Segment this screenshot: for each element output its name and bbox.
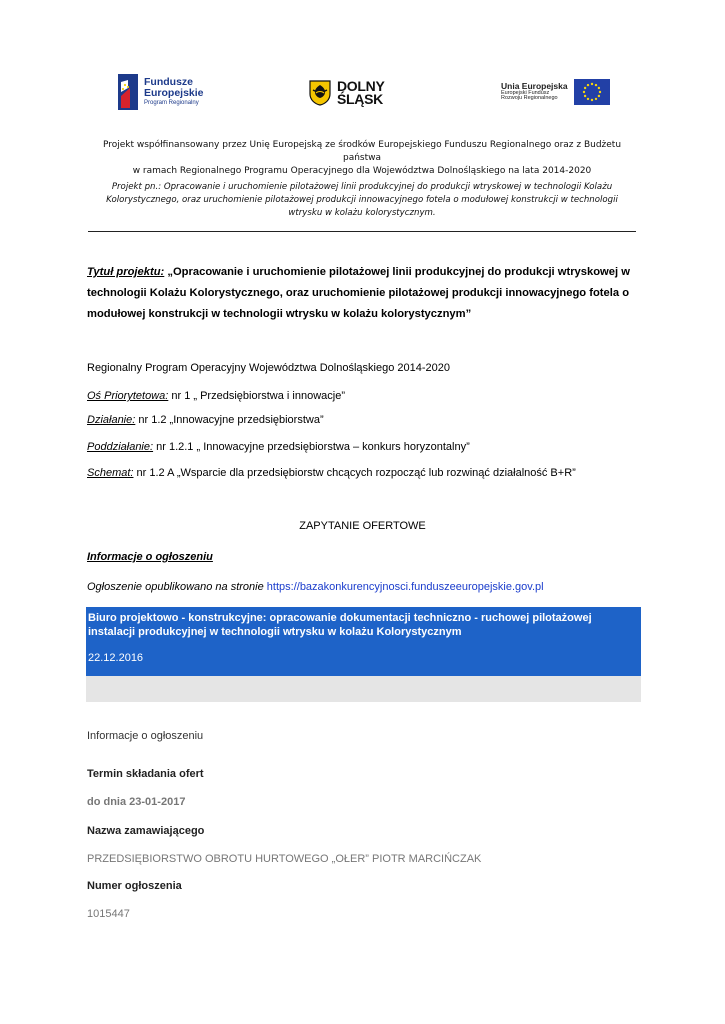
project-title	[87, 262, 637, 325]
eu-flag-icon	[574, 79, 610, 105]
deadline-heading: Termin składania ofert	[87, 768, 204, 780]
funding-line-2: w ramach Regionalnego Programu Operacyjnego dla Województwa Dolnośląskiego na lata 2014-2020	[132, 166, 592, 176]
dolny-slask-shield-icon	[309, 80, 331, 106]
published-label: Ogłoszenie opublikowano na stronie	[87, 581, 264, 593]
schemat-line	[87, 466, 576, 480]
fundusze-europejskie-emblem-icon	[118, 74, 138, 110]
dzialanie-value: nr 1.2 „Innowacyjne przedsiębiorstwa”	[135, 414, 324, 426]
funding-line-1: Projekt współfinansowany przez Unię Europejską ze środków Europejskiego Funduszu Regionalnego oraz z Budżetu państwa	[102, 140, 622, 163]
fundusze-europejskie-logo	[118, 74, 204, 110]
orderer-value: PRZEDSIĘBIORSTWO OBROTU HURTOWEGO „OŁER” PIOTR MARCIŃCZAK	[87, 853, 482, 865]
number-heading: Numer ogłoszenia	[87, 880, 182, 892]
project-header-line-2: Kolorystycznego, oraz uruchomienie pilotażowej produkcji innowacyjnego fotela o modułowej konstrukcji w technologii	[106, 195, 618, 205]
program-name: Regionalny Program Operacyjny Województwa Dolnośląskiego 2014-2020	[87, 362, 450, 374]
published-link[interactable]: https://bazakonkurencyjnosci.funduszeeuropejskie.gov.pl	[266, 581, 544, 593]
unia-europejska-logo	[501, 79, 610, 105]
details-info-label: Informacje o ogłoszeniu	[87, 730, 204, 742]
dzialanie-line	[87, 413, 324, 427]
dolny-slask-line2: ŚLĄSK	[337, 91, 383, 108]
os-priorytetowa-value: nr 1 „ Przedsiębiorstwa i innowacje”	[168, 390, 345, 402]
schemat-value: nr 1.2 A „Wsparcie dla przedsiębiorstw chcących rozpocząć lub rozwinąć działalność B+R”	[133, 467, 576, 479]
notice-date: 22.12.2016	[88, 652, 144, 664]
project-header-line-1: Projekt pn.: Opracowanie i uruchomienie pilotażowej linii produkcyjnej do produkcji wtryskowej w technologii Kolażu	[111, 182, 613, 192]
notice-grey-band	[86, 676, 641, 702]
project-title-label: Tytuł projektu:	[87, 266, 165, 278]
unia-logo-line2: Europejski Fundusz	[501, 89, 550, 96]
dzialanie-label: Działanie:	[87, 414, 136, 426]
dolny-slask-line1: DOLNY	[337, 78, 385, 94]
fundusze-logo-line2: Europejskie	[144, 87, 204, 100]
orderer-heading: Nazwa zamawiającego	[87, 825, 205, 837]
published-line	[87, 581, 544, 593]
fundusze-logo-line3: Program Regionalny	[144, 100, 199, 107]
poddzialanie-line	[87, 440, 470, 454]
info-heading: Informacje o ogłoszeniu	[87, 551, 213, 563]
project-name-header	[88, 181, 636, 220]
number-value: 1015447	[87, 908, 130, 920]
poddzialanie-value: nr 1.2.1 „ Innowacyjne przedsiębiorstwa – konkurs horyzontalny”	[153, 441, 470, 453]
project-title-text: „Opracowanie i uruchomienie pilotażowej linii produkcyjnej do produkcji wtryskowej w technologii Kolażu Kolorystycznego, oraz uruchomienie pilotażowej produkcji innowacyjnego fotela o modułowej konstrukcji w technologii wtrysku w kolażu kolorystycznym”	[87, 266, 630, 320]
offer-title: ZAPYTANIE OFERTOWE	[299, 520, 426, 532]
project-header-line-3: wtrysku w kolażu kolorystycznym.	[288, 208, 436, 218]
fundusze-logo-line1: Fundusze	[144, 76, 193, 89]
os-priorytetowa-label: Oś Priorytetowa:	[87, 390, 169, 402]
unia-logo-line3: Rozwoju Regionalnego	[501, 95, 558, 102]
os-priorytetowa-line	[87, 389, 345, 403]
header-divider	[88, 231, 636, 232]
poddzialanie-label: Poddziałanie:	[87, 441, 154, 453]
notice-title: Biuro projektowo - konstrukcyjne: opracowanie dokumentacji techniczno - ruchowej pilotażowej instalacji produkcyjnej w technologii wtrysku w kolażu Kolorystycznym	[88, 612, 592, 638]
funding-statement	[88, 139, 636, 178]
deadline-value: do dnia 23-01-2017	[87, 796, 186, 808]
unia-logo-line1: Unia Europejska	[501, 80, 568, 91]
dolny-slask-logo	[309, 80, 385, 107]
notice-banner	[86, 607, 641, 676]
schemat-label: Schemat:	[87, 467, 134, 479]
